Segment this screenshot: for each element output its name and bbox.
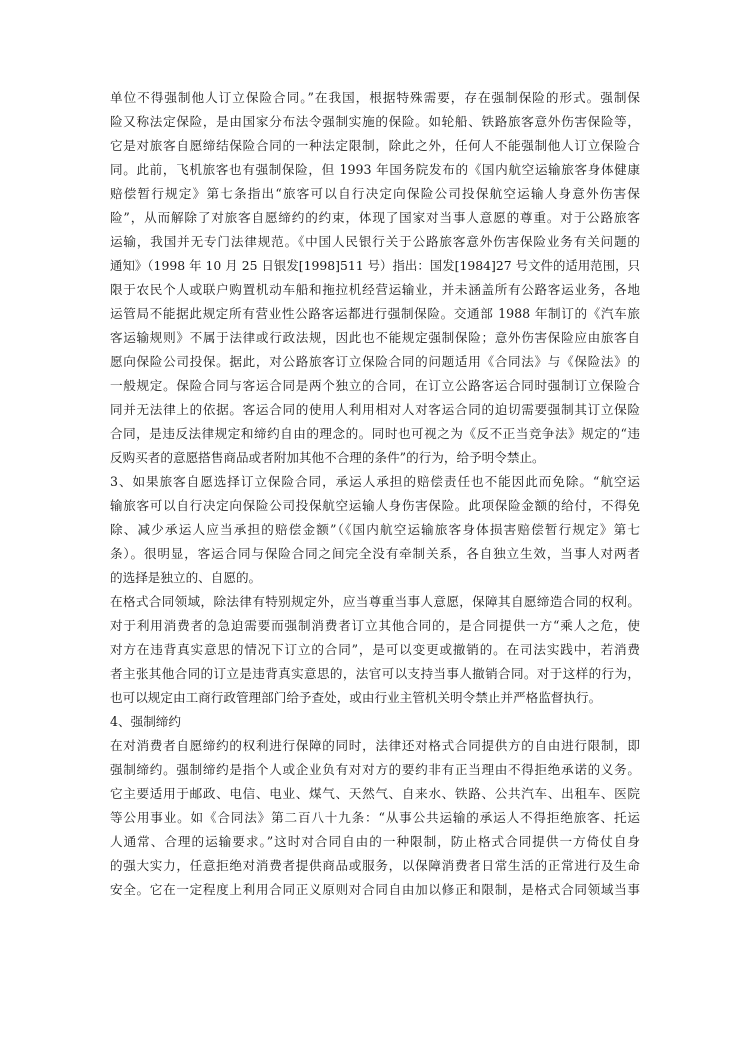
text-line: 对于利用消费者的急迫需要而强制消费者订立其他合同的，是合同提供一方“乘人之危，使 [110,618,640,633]
text-line: 客运输规则》不属于法律或行政法规，因此也不能规定强制保险；意外伤害保险应由旅客自 [110,330,640,345]
text-line: 它是对旅客自愿缔结保险合同的一种法定限制，除此之外，任何人不能强制他人订立保险合 [110,138,640,153]
text-line: 运管局不能据此规定所有营业性公路客运都进行强制保险。交通部 1988 年制订的《汽车旅 [110,306,640,321]
text-line: 同。此前，飞机旅客也有强制保险，但 1993 年国务院发布的《国内航空运输旅客身体健康 [110,162,640,177]
text-line: 除、减少承运人应当承担的赔偿金额”（《国内航空运输旅客身体损害赔偿暂行规定》第七 [110,522,640,537]
text-line: 等公用事业。如《合同法》第二百八十九条：“从事公共运输的承运人不得拒绝旅客、托运 [110,810,640,825]
text-line: 它主要适用于邮政、电信、电业、煤气、天然气、自来水、铁路、公共汽车、出租车、医院 [110,786,640,801]
text-line: 在格式合同领域，除法律有特别规定外，应当尊重当事人意愿，保障其自愿缔造合同的权利。 [110,594,640,609]
text-line: 赔偿暂行规定》第七条指出“旅客可以自行决定向保险公司投保航空运输人身意外伤害保 [110,186,640,201]
text-line: 运输，我国并无专门法律规范。《中国人民银行关于公路旅客意外伤害保险业务有关问题的 [110,234,640,249]
text-line: 者主张其他合同的订立是违背真实意思的，法官可以支持当事人撤销合同。对于这样的行为， [110,666,640,681]
text-line: 的选择是独立的、自愿的。 [110,570,262,585]
text-line: 3、如果旅客自愿选择订立保险合同，承运人承担的赔偿责任也不能因此而免除。“航空运 [110,474,640,489]
text-line: 限于农民个人或联户购置机动车船和拖拉机经营运输业，并未涵盖所有公路客运业务，各地 [110,282,640,297]
text-line: 对方在违背真实意思的情况下订立的合同”，是可以变更或撤销的。在司法实践中，若消费 [110,642,640,657]
text-line: 的强大实力，任意拒绝对消费者提供商品或服务，以保障消费者日常生活的正常进行及生命 [110,858,640,873]
text-line: 通知》（1998 年 10 月 25 日银发[1998]511 号）指出：国发[1984]27 号文件的适用范围，只 [110,258,640,273]
text-line: 愿向保险公司投保。据此，对公路旅客订立保险合同的问题适用《合同法》与《保险法》的 [110,354,640,369]
text-line: 人通常、合理的运输要求。”这时对合同自由的一种限制，防止格式合同提供一方倚仗自身 [110,834,640,849]
text-line: 合同，是违反法律规定和缔约自由的理念的。同时也可视之为《反不正当竞争法》规定的“违 [110,426,640,441]
text-line: 4、强制缔约 [110,714,181,729]
text-line: 在对消费者自愿缔约的权利进行保障的同时，法律还对格式合同提供方的自由进行限制，即 [110,738,640,753]
document-body [110,86,640,902]
text-line: 险又称法定保险，是由国家分布法令强制实施的保险。如轮船、铁路旅客意外伤害保险等， [110,114,640,129]
text-line: 同并无法律上的依据。客运合同的使用人利用相对人对客运合同的迫切需要强制其订立保险 [110,402,640,417]
text-line: 输旅客可以自行决定向保险公司投保航空运输人身伤害保险。此项保险金额的给付，不得免 [110,498,640,513]
text-line: 条）。很明显，客运合同与保险合同之间完全没有牵制关系，各自独立生效，当事人对两者 [110,546,640,561]
text-line: 险”，从而解除了对旅客自愿缔约的约束，体现了国家对当事人意愿的尊重。对于公路旅客 [110,210,640,225]
text-line: 安全。它在一定程度上利用合同正义原则对合同自由加以修正和限制，是格式合同领域当事 [110,882,640,897]
text-line: 也可以规定由工商行政管理部门给予查处，或由行业主管机关明令禁止并严格监督执行。 [110,690,602,705]
text-line: 强制缔约。强制缔约是指个人或企业负有对对方的要约非有正当理由不得拒绝承诺的义务。 [110,762,640,777]
text-line: 单位不得强制他人订立保险合同。”在我国，根据特殊需要，存在强制保险的形式。强制保 [110,90,640,105]
text-line: 一般规定。保险合同与客运合同是两个独立的合同，在订立公路客运合同时强制订立保险合 [110,378,640,393]
text-line: 反购买者的意愿搭售商品或者附加其他不合理的条件”的行为，给予明令禁止。 [110,450,545,465]
